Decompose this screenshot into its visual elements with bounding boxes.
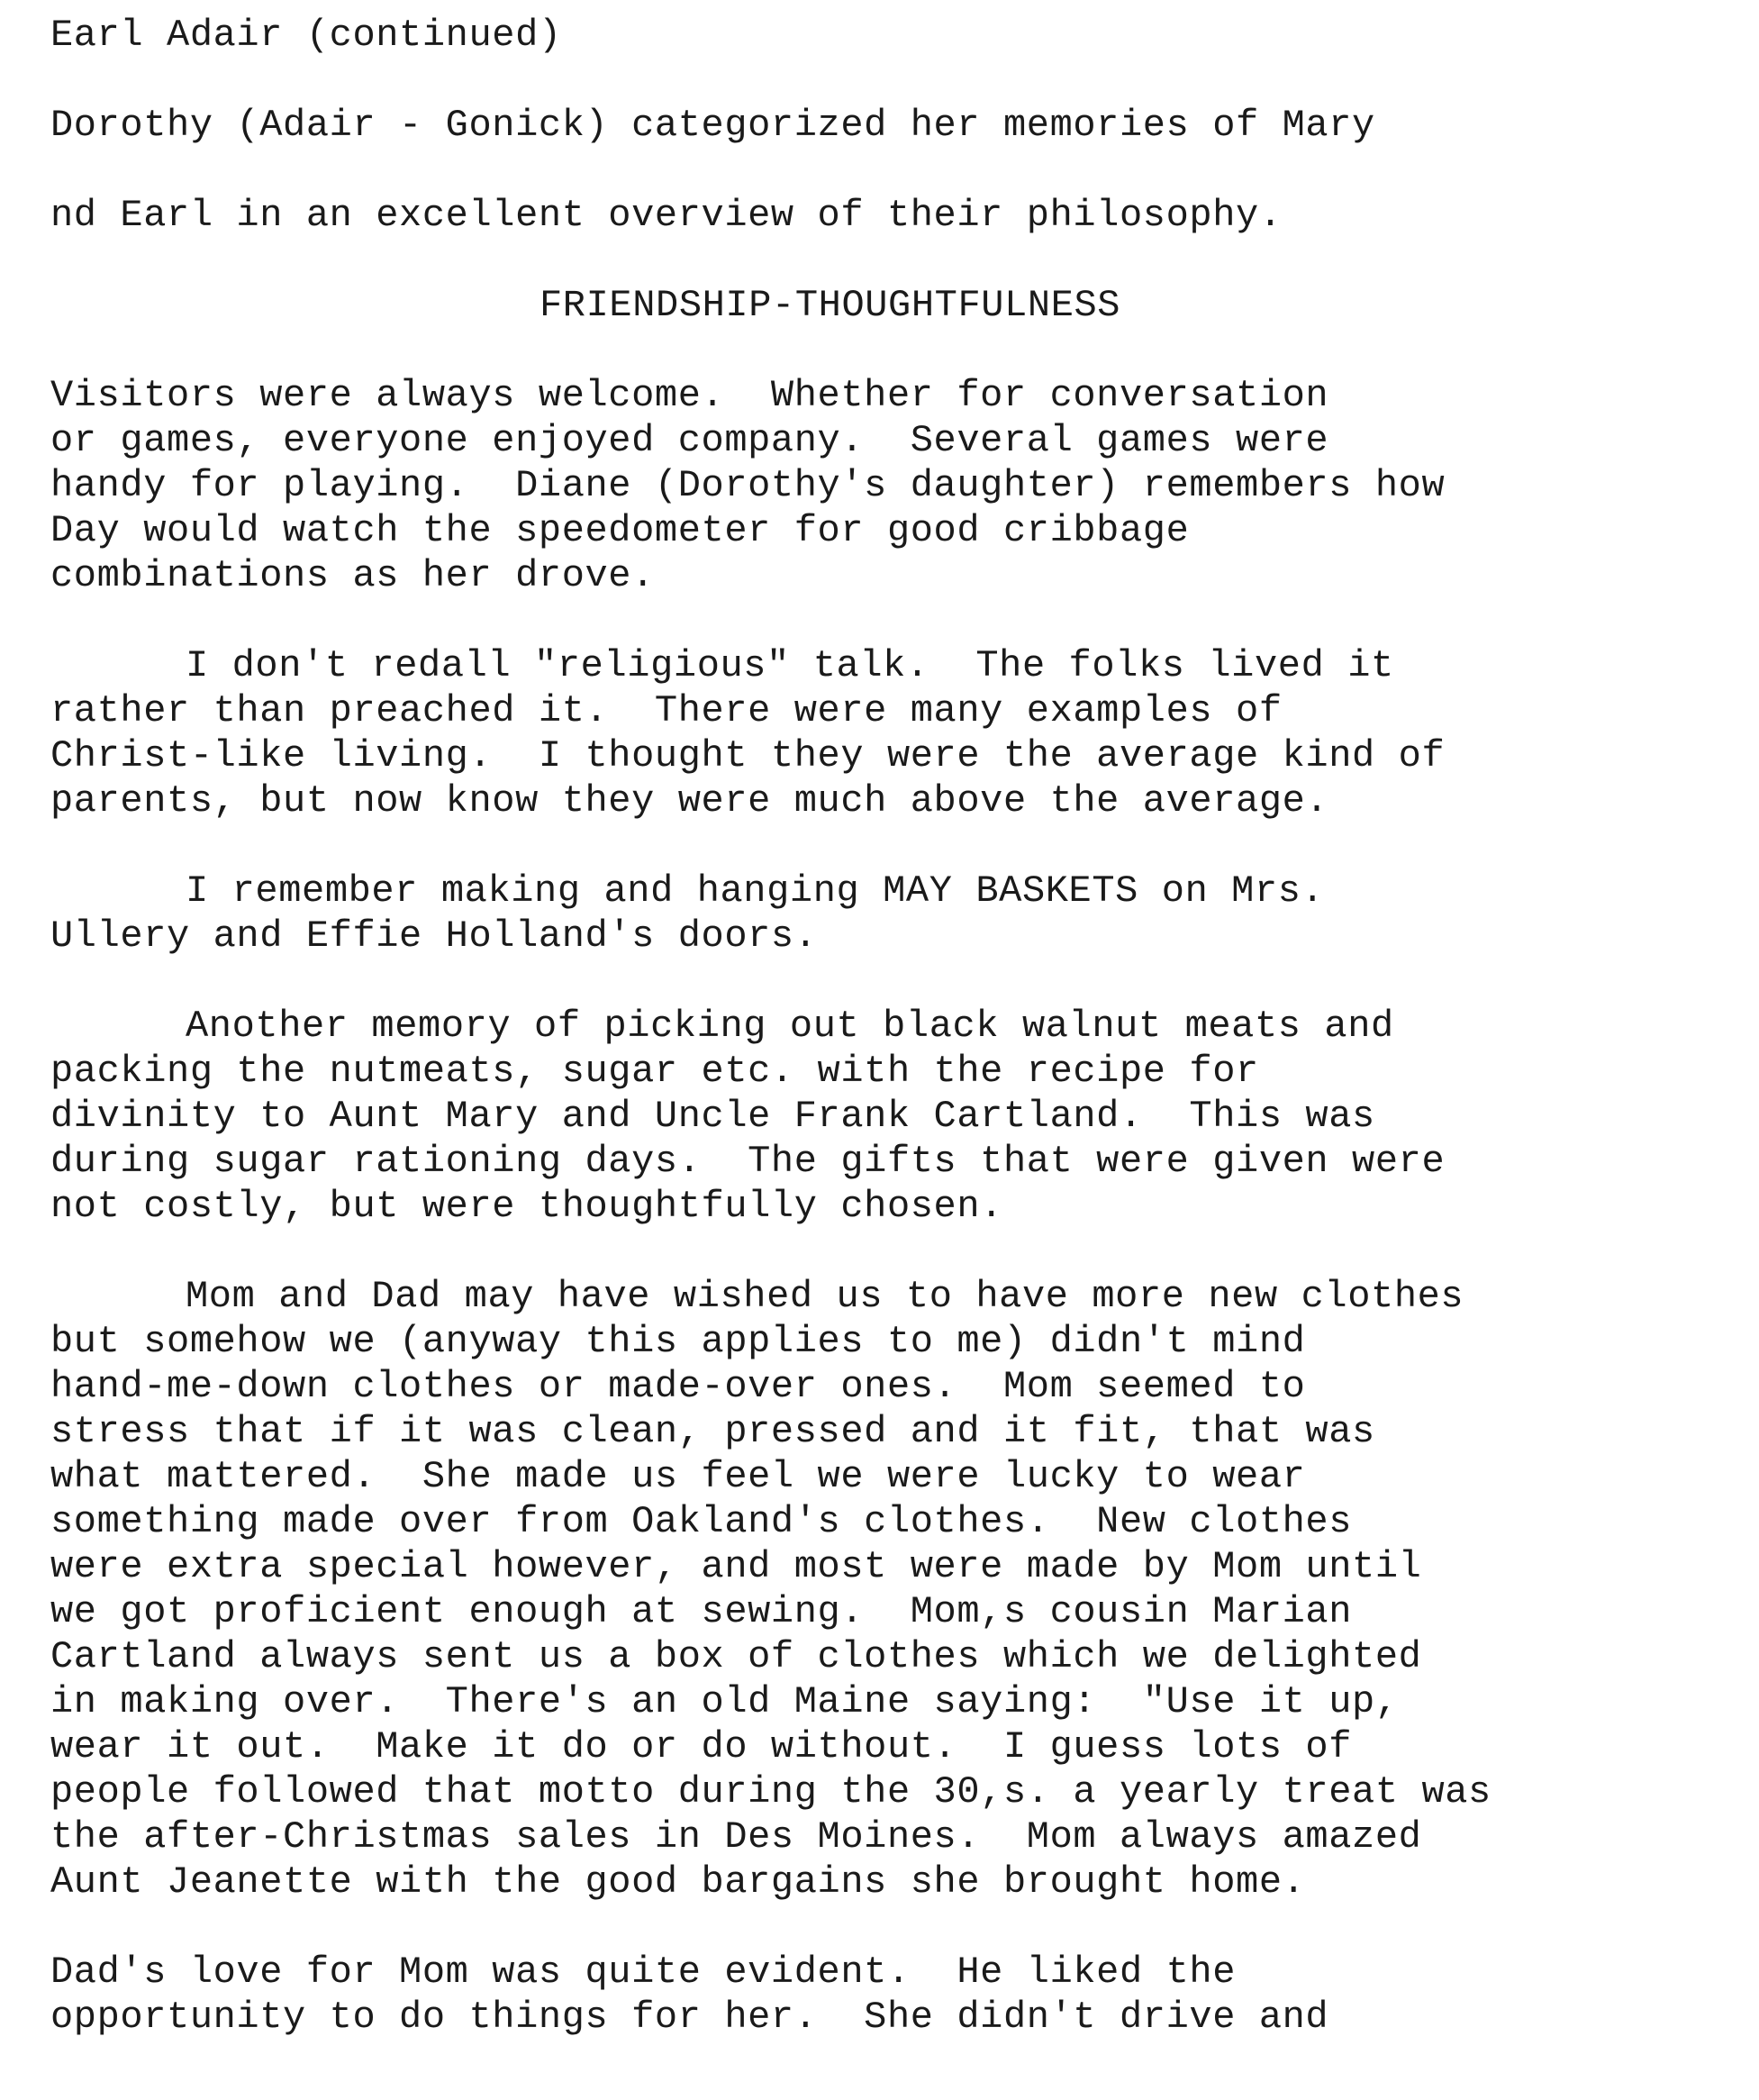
text-line: divinity to Aunt Mary and Uncle Frank Cartland. This was bbox=[50, 1095, 1375, 1138]
intro-paragraph bbox=[50, 103, 1744, 238]
text-line: Mom and Dad may have wished us to have more new clothes bbox=[186, 1275, 1464, 1318]
text-line: what mattered. She made us feel we were lucky to wear bbox=[50, 1455, 1306, 1498]
page-header: Earl Adair (continued) bbox=[50, 14, 562, 57]
text-line: stress that if it was clean, pressed and it fit, that was bbox=[50, 1410, 1375, 1453]
paragraph-clothes bbox=[50, 1274, 1744, 1905]
text-line: not costly, but were thoughtfully chosen. bbox=[50, 1185, 1003, 1228]
text-line: we got proficient enough at sewing. Mom,s cousin Marian bbox=[50, 1590, 1353, 1633]
text-line: combinations as her drove. bbox=[50, 554, 655, 597]
text-line: were extra special however, and most were made by Mom until bbox=[50, 1545, 1422, 1588]
text-line: Dorothy (Adair - Gonick) categorized her memories of Mary bbox=[50, 104, 1375, 147]
document-page bbox=[50, 13, 1744, 2040]
text-line: Ullery and Effie Holland's doors. bbox=[50, 914, 818, 958]
text-line: Dad's love for Mom was quite evident. He liked the bbox=[50, 1950, 1237, 1994]
text-line: Christ-like living. I thought they were the average kind of bbox=[50, 734, 1446, 777]
text-line: Another memory of picking out black walnut meats and bbox=[186, 1005, 1394, 1048]
text-line: people followed that motto during the 30,s. a yearly treat was bbox=[50, 1770, 1492, 1814]
section-heading: FRIENDSHIP-THOUGHTFULNESS bbox=[539, 284, 1121, 327]
text-line: something made over from Oakland's clothes. New clothes bbox=[50, 1500, 1353, 1543]
paragraph-visitors bbox=[50, 373, 1744, 598]
text-line: the after-Christmas sales in Des Moines. Mom always amazed bbox=[50, 1815, 1422, 1859]
text-line: Cartland always sent us a box of clothes which we delighted bbox=[50, 1635, 1422, 1678]
text-line: during sugar rationing days. The gifts that were given were bbox=[50, 1140, 1446, 1183]
text-line: wear it out. Make it do or do without. I guess lots of bbox=[50, 1725, 1353, 1768]
text-line: handy for playing. Diane (Dorothy's daughter) remembers how bbox=[50, 464, 1446, 507]
text-line: parents, but now know they were much above the average. bbox=[50, 779, 1329, 823]
text-line: nd Earl in an excellent overview of their philosophy. bbox=[50, 194, 1283, 237]
text-line: packing the nutmeats, sugar etc. with the recipe for bbox=[50, 1050, 1259, 1093]
text-line: opportunity to do things for her. She didn't drive and bbox=[50, 1995, 1329, 2039]
text-line: Day would watch the speedometer for good cribbage bbox=[50, 509, 1190, 552]
text-line: hand-me-down clothes or made-over ones. Mom seemed to bbox=[50, 1365, 1306, 1408]
text-line: I don't redall "religious" talk. The folks lived it bbox=[186, 644, 1394, 687]
text-line: but somehow we (anyway this applies to me) didn't mind bbox=[50, 1320, 1306, 1363]
paragraph-religious bbox=[50, 643, 1744, 823]
text-line: in making over. There's an old Maine saying: "Use it up, bbox=[50, 1680, 1399, 1723]
paragraph-walnut bbox=[50, 1004, 1744, 1229]
paragraph-may-baskets bbox=[50, 868, 1744, 959]
text-line: Visitors were always welcome. Whether for conversation bbox=[50, 374, 1329, 417]
paragraph-dads-love bbox=[50, 1950, 1744, 2040]
text-line: I remember making and hanging MAY BASKETS on Mrs. bbox=[186, 869, 1325, 913]
text-line: or games, everyone enjoyed company. Several games were bbox=[50, 419, 1329, 462]
text-line: Aunt Jeanette with the good bargains she brought home. bbox=[50, 1860, 1306, 1904]
text-line: rather than preached it. There were many examples of bbox=[50, 689, 1283, 732]
